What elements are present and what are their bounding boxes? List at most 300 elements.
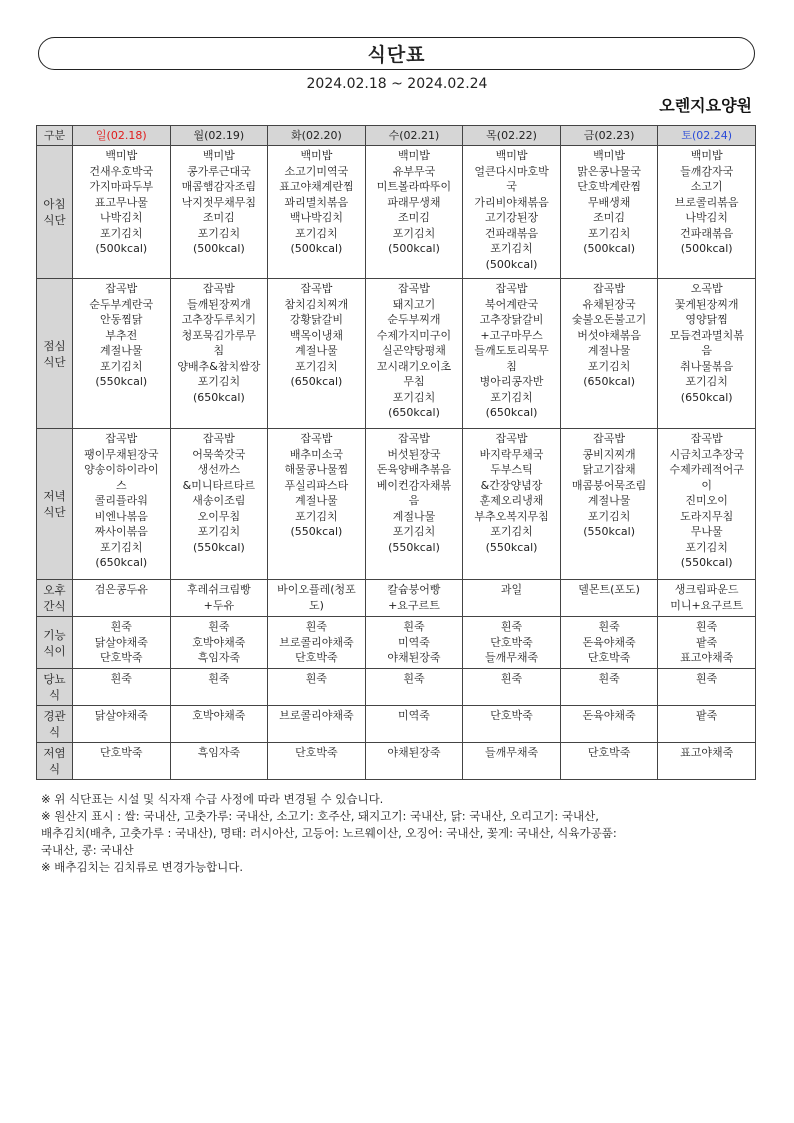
menu-cell: [268, 706, 366, 743]
menu-period: 2024.02.18 ~ 2024.02.24: [306, 76, 488, 92]
menu-item: 흰죽: [696, 672, 718, 685]
menu-item: 후레쉬크림빵: [186, 583, 251, 596]
meal-row-tube: [37, 706, 756, 743]
menu-item: +고구마무스: [480, 328, 543, 342]
meal-row-label: [37, 279, 73, 429]
menu-item: 순두부계란국: [89, 297, 154, 311]
menu-item: 취나물볶음: [680, 359, 734, 373]
meal-row-morning: [37, 146, 756, 279]
menu-cell: [170, 580, 268, 617]
menu-item: 새송이조림: [192, 494, 246, 507]
menu-item: 포기김치: [392, 390, 436, 404]
menu-cell: [268, 580, 366, 617]
menu-cell: [560, 279, 658, 429]
menu-item: 음: [408, 494, 420, 507]
menu-item: 버섯야채볶음: [577, 328, 641, 342]
menu-item: 들깨무채죽: [484, 746, 539, 759]
menu-item: 브로콜리야채죽: [279, 635, 354, 649]
row-label-line: 식이: [43, 643, 66, 658]
menu-cell: [73, 706, 171, 743]
meal-row-label: [37, 743, 73, 780]
menu-cell: [268, 617, 366, 669]
menu-cell: [268, 669, 366, 706]
menu-item: 숯불오돈불고기: [571, 313, 647, 326]
menu-item: 포기김치: [490, 525, 533, 538]
row-label-line: 점심: [43, 338, 66, 353]
menu-item: 델몬트(포도): [578, 583, 640, 596]
menu-item: 포기김치: [685, 540, 728, 554]
row-label-line: 식: [48, 762, 61, 776]
row-label-line: 당뇨: [43, 672, 66, 686]
menu-item: 포기김치: [197, 375, 241, 388]
menu-cell: [365, 617, 463, 669]
menu-cell: [170, 279, 268, 429]
menu-item: 부추오복지무침: [474, 509, 549, 523]
menu-item: 유채된장국: [582, 297, 636, 311]
menu-item: 시금치고추장국: [669, 447, 744, 461]
menu-item: 병아리콩자반: [479, 375, 544, 388]
meal-row-snack: [37, 580, 756, 617]
menu-item: 가지마파두부: [89, 180, 154, 193]
menu-cell: [170, 429, 268, 580]
menu-item: 고추장두루치기: [181, 313, 257, 326]
menu-item: 건새우호박국: [89, 164, 154, 178]
menu-item: 포기김치: [685, 375, 728, 388]
menu-item: 오곡밥: [690, 282, 723, 295]
menu-item: (650kcal): [290, 375, 343, 388]
menu-item: 포기김치: [587, 509, 631, 523]
menu-item: 팥죽: [696, 709, 718, 722]
menu-item: 흰죽: [598, 620, 620, 633]
menu-item: (550kcal): [680, 556, 733, 569]
menu-item: 흰죽: [403, 620, 425, 633]
menu-item: 참치김치찌개: [284, 297, 349, 311]
menu-item: (500kcal): [680, 242, 733, 255]
menu-item: 백나박김치: [289, 211, 343, 224]
menu-item: 흰죽: [500, 620, 523, 633]
row-label-line: 경관: [43, 709, 66, 723]
menu-item: 팥죽: [696, 635, 718, 649]
menu-item: 파래무생채: [387, 195, 441, 209]
menu-item: 돈육야채죽: [582, 635, 636, 649]
menu-item: 미역죽: [398, 635, 430, 649]
menu-item: 백미밥: [105, 149, 138, 162]
menu-item: 포기김치: [197, 525, 241, 538]
menu-item: 브로콜리볶음: [674, 195, 739, 209]
menu-item: 흰죽: [208, 620, 230, 633]
day-header: 수(02.21): [365, 126, 463, 146]
menu-item: (650kcal): [583, 375, 635, 388]
menu-item: 포기김치: [392, 525, 436, 538]
menu-cell: [73, 279, 171, 429]
menu-item: 포기김치: [100, 226, 143, 240]
menu-item: 꼬시래기오이초: [376, 359, 452, 373]
menu-item: 닭살야채죽: [94, 635, 148, 649]
menu-item: 흰죽: [598, 672, 620, 685]
menu-item: 돈육야채죽: [582, 709, 636, 722]
menu-item: 백미밥: [202, 149, 235, 162]
row-label-line: 오후: [43, 583, 66, 597]
menu-item: 단호박죽: [490, 635, 533, 649]
menu-item: 이: [701, 478, 712, 492]
day-header: 목(02.22): [463, 126, 561, 146]
menu-item: 무침: [403, 375, 425, 388]
menu-item: 계절나물: [100, 344, 143, 357]
menu-item: 백미밥: [495, 149, 528, 162]
menu-cell: [658, 669, 756, 706]
menu-item: 수제가지미구이: [376, 328, 452, 342]
menu-item: (650kcal): [388, 406, 440, 419]
meal-row-dinner: [37, 429, 756, 580]
menu-cell: [463, 706, 561, 743]
menu-item: 표고무나물: [94, 195, 148, 209]
menu-item: 고기강된장: [484, 211, 539, 224]
menu-item: 돈육양배추볶음: [376, 463, 452, 476]
menu-item: 꽈리멸치볶음: [284, 195, 349, 209]
menu-cell: [658, 279, 756, 429]
menu-item: 돼지고기: [392, 297, 436, 311]
menu-item: 가리비야채볶음: [474, 195, 549, 209]
menu-item: 콩비지찌개: [582, 447, 636, 461]
menu-cell: [170, 669, 268, 706]
row-label-line: 식단: [43, 354, 66, 369]
menu-item: 포기김치: [490, 390, 533, 404]
menu-item: 백미밥: [300, 149, 333, 162]
menu-item: 두부스틱: [490, 463, 533, 476]
menu-item: 계절나물: [295, 344, 338, 357]
menu-item: 양배추&참치쌈장: [177, 359, 261, 373]
row-label-line: 식단: [43, 213, 66, 227]
menu-item: 부추전: [105, 328, 138, 342]
menu-cell: [560, 617, 658, 669]
menu-cell: [658, 429, 756, 580]
menu-item: 해물콩나물찜: [284, 463, 349, 476]
menu-item: 포기김치: [490, 242, 533, 255]
menu-item: (550kcal): [290, 525, 343, 538]
menu-item: 도): [308, 598, 324, 612]
page-title-box: [38, 37, 755, 70]
menu-item: 양송이하이라이: [84, 463, 159, 476]
menu-cell: [170, 617, 268, 669]
menu-item: 포기김치: [100, 540, 143, 554]
menu-item: (500kcal): [192, 242, 245, 255]
menu-item: 맑은콩나물국: [577, 164, 641, 178]
menu-cell: [463, 429, 561, 580]
menu-item: 포기김치: [587, 359, 631, 373]
menu-item: (500kcal): [290, 242, 343, 255]
menu-item: 칼슘붕어빵: [387, 583, 441, 596]
menu-item: (650kcal): [485, 406, 538, 419]
menu-cell: [170, 146, 268, 279]
menu-item: (500kcal): [95, 242, 148, 255]
menu-item: 단호박죽: [100, 746, 143, 759]
menu-item: +두유: [203, 598, 235, 612]
menu-item: 흰죽: [305, 620, 328, 633]
menu-item: 미니+요구르트: [670, 598, 744, 612]
menu-item: 잡곡밥: [105, 282, 138, 295]
menu-cell: [268, 146, 366, 279]
menu-item: 미역죽: [398, 709, 430, 722]
menu-item: 생선까스: [197, 463, 241, 476]
note-line: ※ 배추김치는 김치류로 변경가능합니다.: [41, 860, 243, 874]
menu-item: 소고기미역국: [284, 164, 349, 178]
menu-cell: [365, 743, 463, 780]
menu-item: 잡곡밥: [105, 432, 138, 445]
menu-cell: [73, 743, 171, 780]
menu-item: 야채된장죽: [387, 651, 441, 664]
menu-item: 바이오플레(청포: [277, 583, 356, 596]
row-label-line: 저녁: [43, 489, 66, 503]
menu-item: 단호박죽: [295, 651, 338, 664]
menu-item: 낙지젓무채무침: [181, 195, 257, 209]
menu-item: 단호박죽: [587, 746, 631, 759]
menu-item: 백미밥: [398, 149, 430, 162]
meal-row-label: [37, 617, 73, 669]
menu-item: 무배생채: [587, 195, 631, 209]
menu-item: 잡곡밥: [398, 432, 430, 445]
day-header: 일(02.18): [73, 126, 171, 146]
menu-item: 잡곡밥: [300, 432, 333, 445]
menu-item: 표고야채죽: [680, 651, 734, 664]
menu-item: (500kcal): [388, 242, 440, 255]
menu-item: 팽이무채된장국: [84, 447, 159, 461]
menu-item: +요구르트: [388, 598, 440, 612]
menu-item: 푸실리파스타: [284, 478, 349, 492]
menu-item: 북어계란국: [484, 297, 539, 311]
menu-item: 무나물: [690, 525, 723, 538]
menu-cell: [463, 146, 561, 279]
menu-item: 유부무국: [392, 164, 436, 178]
menu-body: [37, 146, 756, 780]
menu-item: (550kcal): [192, 540, 245, 554]
menu-item: (500kcal): [583, 242, 635, 255]
menu-item: 호박야채죽: [192, 635, 246, 649]
menu-cell: [268, 429, 366, 580]
menu-item: 조미김: [593, 211, 626, 224]
menu-item: 잡곡밥: [593, 282, 626, 295]
day-header: 화(02.20): [268, 126, 366, 146]
menu-item: 생크림파운드: [674, 583, 739, 596]
menu-table: [36, 125, 756, 780]
menu-item: 건파래볶음: [680, 226, 734, 240]
menu-item: 비엔나볶음: [94, 509, 148, 523]
menu-item: 포기김치: [295, 226, 338, 240]
row-label-line: 아침: [43, 197, 66, 211]
menu-item: 단호박계란찜: [577, 180, 641, 193]
menu-item: 흰죽: [110, 620, 132, 633]
page-title: 식단표: [367, 44, 426, 66]
menu-item: 흰죽: [110, 672, 132, 685]
menu-cell: [365, 429, 463, 580]
menu-item: 단호박죽: [295, 746, 338, 759]
row-label-line: 저염: [43, 746, 66, 760]
menu-item: 호박야채죽: [192, 709, 246, 722]
menu-item: &미니타르타르: [182, 478, 256, 492]
meal-row-lunch: [37, 279, 756, 429]
menu-item: 베이컨감자채볶: [376, 478, 452, 492]
meal-row-diabetes: [37, 669, 756, 706]
menu-item: 미트볼라따뚜이: [376, 180, 452, 193]
menu-item: 흰죽: [403, 672, 425, 685]
menu-item: (550kcal): [95, 375, 148, 388]
menu-item: 계절나물: [392, 509, 436, 523]
menu-item: 배추미소국: [289, 447, 343, 461]
menu-item: 표고야채계란찜: [279, 180, 354, 193]
menu-item: 오이무침: [197, 509, 241, 523]
menu-item: 고추장닭갈비: [479, 313, 544, 326]
menu-cell: [73, 429, 171, 580]
menu-item: 잡곡밥: [495, 282, 528, 295]
row-label-line: 간식: [43, 599, 66, 613]
menu-item: 안동찜닭: [100, 313, 143, 326]
row-label-line: 기능: [43, 627, 66, 642]
menu-item: 계절나물: [587, 344, 631, 357]
menu-item: 흰죽: [208, 672, 230, 685]
menu-item: 순두부찌개: [387, 313, 441, 326]
header-row: [37, 126, 756, 146]
note-line: ※ 원산지 표시 : 쌀: 국내산, 고춧가루: 국내산, 소고기: 호주산, 돼지고기: 국내산, 닭: 국내산, 오리고기: 국내산,: [41, 809, 599, 823]
menu-item: &간장양념장: [480, 478, 543, 492]
menu-cell: [268, 279, 366, 429]
meal-row-label: [37, 146, 73, 279]
menu-item: 포기김치: [295, 509, 338, 523]
menu-item: 닭고기잡채: [582, 463, 636, 476]
menu-item: 단호박죽: [587, 651, 631, 664]
menu-item: 스: [115, 478, 127, 492]
menu-item: 콩가루근대국: [186, 164, 251, 178]
menu-item: 포기김치: [392, 226, 436, 240]
menu-item: 음: [701, 344, 712, 357]
menu-item: 소고기: [690, 180, 723, 193]
menu-item: 흑임자죽: [197, 651, 241, 664]
menu-item: 잡곡밥: [593, 432, 626, 445]
menu-item: 모듬견과멸치볶: [669, 328, 744, 342]
corner-cell: 구분: [37, 126, 73, 146]
note-line: 배추김치(배추, 고춧가루 : 국내산), 명태: 러시아산, 고등어: 노르웨이산, 오징어: 국내산, 꽃게: 국내산, 식육가공품:: [41, 826, 617, 840]
menu-cell: [560, 706, 658, 743]
menu-item: 흑임자죽: [197, 746, 241, 759]
menu-item: 닭살야채죽: [94, 709, 148, 722]
menu-item: 백미밥: [690, 149, 723, 162]
menu-item: 흰죽: [305, 672, 328, 685]
menu-item: 훈제오리냉채: [479, 494, 544, 507]
menu-item: 야채된장죽: [387, 746, 441, 759]
menu-item: 수제카레적어구: [669, 463, 744, 476]
menu-item: 포기김치: [587, 226, 631, 240]
menu-item: 꽃게된장찌개: [674, 297, 739, 311]
meal-row-func: [37, 617, 756, 669]
menu-cell: [170, 743, 268, 780]
menu-item: 짜사이볶음: [94, 525, 148, 538]
menu-cell: [365, 580, 463, 617]
meal-row-lowsalt: [37, 743, 756, 780]
menu-item: 과일: [500, 583, 523, 596]
menu-item: 단호박죽: [100, 651, 143, 664]
menu-cell: [560, 429, 658, 580]
menu-cell: [365, 279, 463, 429]
menu-item: 계절나물: [587, 494, 631, 507]
menu-item: 흰죽: [696, 620, 718, 633]
menu-item: 검은콩두유: [94, 583, 148, 596]
menu-item: 침: [506, 359, 517, 373]
row-label-line: 식: [48, 688, 61, 702]
menu-item: 얼큰다시마호박: [474, 164, 549, 178]
day-header: 금(02.23): [560, 126, 658, 146]
menu-item: 실곤약탕평채: [382, 344, 446, 357]
menu-item: (550kcal): [485, 540, 538, 554]
menu-item: (550kcal): [388, 540, 440, 554]
menu-cell: [463, 669, 561, 706]
meal-row-label: [37, 669, 73, 706]
menu-item: 들깨무채죽: [484, 651, 539, 664]
menu-cell: [560, 669, 658, 706]
menu-cell: [463, 617, 561, 669]
note-line: 국내산, 콩: 국내산: [41, 843, 134, 857]
menu-item: 잡곡밥: [202, 432, 235, 445]
menu-cell: [73, 669, 171, 706]
menu-item: 버섯된장국: [387, 447, 441, 461]
menu-item: 진미오이: [685, 494, 728, 507]
menu-item: 잡곡밥: [690, 432, 723, 445]
menu-item: 매콤햄감자조림: [181, 180, 257, 193]
menu-item: 어묵쑥갓국: [192, 447, 246, 461]
menu-item: 단호박죽: [490, 709, 533, 722]
menu-item: 포기김치: [295, 359, 338, 373]
row-label-line: 식단: [43, 505, 66, 519]
menu-item: 강황닭갈비: [289, 313, 343, 326]
menu-cell: [658, 706, 756, 743]
menu-cell: [658, 146, 756, 279]
menu-item: 표고야채죽: [680, 746, 734, 759]
menu-item: 콜리플라워: [94, 494, 148, 507]
menu-cell: [73, 146, 171, 279]
menu-item: (650kcal): [95, 556, 148, 569]
menu-cell: [73, 580, 171, 617]
menu-item: 바지락무채국: [479, 447, 544, 461]
menu-cell: [658, 580, 756, 617]
menu-cell: [658, 743, 756, 780]
menu-item: (550kcal): [583, 525, 635, 538]
menu-item: 잡곡밥: [202, 282, 235, 295]
menu-item: 잡곡밥: [398, 282, 430, 295]
menu-cell: [463, 279, 561, 429]
menu-item: 청포묵김가루무: [181, 328, 257, 342]
menu-cell: [658, 617, 756, 669]
meal-row-label: [37, 580, 73, 617]
menu-cell: [73, 617, 171, 669]
menu-item: 매콤붕어묵조림: [571, 478, 647, 492]
organization-name: 오렌지요양원: [659, 96, 752, 115]
menu-cell: [560, 743, 658, 780]
menu-cell: [365, 146, 463, 279]
menu-cell: [268, 743, 366, 780]
menu-item: 백미밥: [593, 149, 626, 162]
menu-item: 포기김치: [100, 359, 143, 373]
menu-item: 브로콜리야채죽: [279, 709, 354, 722]
menu-item: 잡곡밥: [300, 282, 333, 295]
menu-item: 백목이냉채: [289, 328, 343, 342]
menu-cell: [365, 706, 463, 743]
menu-item: (650kcal): [192, 390, 245, 404]
day-header: 월(02.19): [170, 126, 268, 146]
menu-item: (500kcal): [485, 257, 538, 271]
menu-item: 들깨된장찌개: [186, 297, 251, 311]
menu-item: 도라지무침: [680, 509, 734, 523]
menu-cell: [560, 146, 658, 279]
menu-item: 국: [506, 180, 517, 193]
menu-item: 계절나물: [295, 494, 338, 507]
menu-cell: [365, 669, 463, 706]
